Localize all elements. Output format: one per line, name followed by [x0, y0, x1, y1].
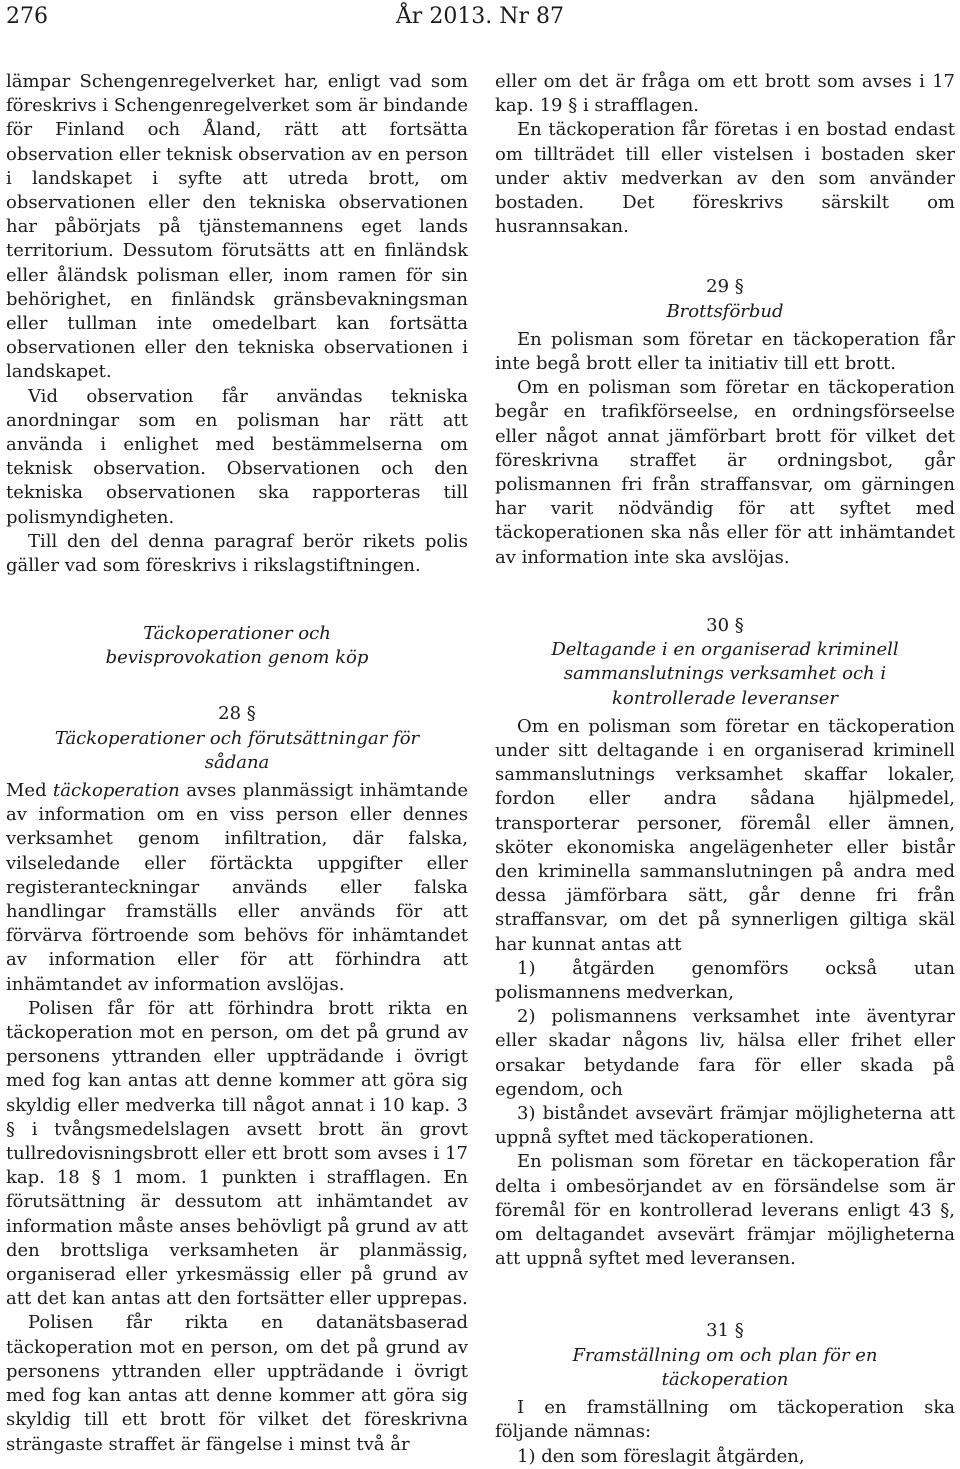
section-title: Framställning om och plan för en täckoperation	[572, 1344, 878, 1390]
list-item: 2) polismannens verksamhet inte äventyrar eller skadar någons liv, hälsa eller frihet eller orsakar betydande fara för eller skada på egendom, och	[495, 1006, 955, 1100]
paragraph: Polisen får för att förhindra brott rikta en täckoperation mot en person, om det på grund av personens yttranden eller uppträdande i övrigt med fog kan antas att denne kommer att göra sig skyldig eller medverka till något annat i 10 kap. 3 § i tvångsmedelslagen avsett brott än grovt tullredovisningsbrott eller ett brott som avses i 17 kap. 18 § 1 mom. 1 punkten i strafflagen. En förutsättning är dessutom att inhämtandet av information måste anses behövligt på grund av att den brottsliga verksamheten är planmässig, organiserad eller yrkesmässig eller på grund av att det kan antas att den fortsätter eller upprepas.	[6, 997, 468, 1310]
paragraph: 1) den som föreslagit åtgärden,	[517, 1445, 805, 1467]
section-number: 30 §	[706, 615, 744, 636]
paragraph: En täckoperation får företas i en bostad endast om tillträdet till eller vistelsen i bostaden sker under aktiv medverkan av den som använder bostaden. Det föreskrivs särskilt om husrannsakan.	[495, 119, 955, 238]
paragraph: lämpar Schengenregelverket har, enligt vad som föreskrivs i Schengenregelverket som är bindande för Finland och Åland, rätt att fortsätta observation eller teknisk observation av en person i landskapet i syfte att utreda brott, om observationen eller den tekniska observationen har påbörjats på tjänstemannens eget lands territorium. Dessutom förutsätts att en finländsk eller åländsk polisman eller, inom ramen för sin behörighet, en finländsk gränsbevakningsman eller tullman inte omedelbart kan fortsätta observationen eller den tekniska observationen i landskapet.	[6, 71, 468, 383]
top-left-column	[6, 70, 468, 578]
text-run: Med	[6, 780, 54, 802]
page-number: 276	[6, 4, 48, 29]
paragraph: En polisman som företar en täckoperation får inte begå brott eller ta initiativ till ett brott.	[495, 328, 955, 375]
section-number: 29 §	[706, 276, 744, 298]
list-item: 1) åtgärden genomförs också utan polismannens medverkan,	[495, 957, 955, 1004]
paragraph: Polisen får rikta en datanätsbaserad täckoperation mot en person, om det på grund av personens yttranden eller uppträdande i övrigt med fog kan antas att denne kommer att göra sig skyldig till ett brott för vilket det föreskrivna strängaste straffet är fängelse i minst två år	[6, 1312, 468, 1455]
section-31-heading	[495, 1319, 955, 1392]
page-header	[6, 4, 954, 40]
section-number: 28 §	[218, 703, 256, 725]
text-run: avses planmässigt inhämtande av information om en viss person eller dennes verksamhet genom infiltration, där falska, vilseledande eller förtäckta uppgifter eller registeranteckningar används eller falska handlingar framställs eller används för att förvärva förtroende som behövs för inhämtandet av information eller för att förhindra att inhämtandet av information avslöjas.	[6, 780, 468, 995]
section-number: 31 §	[706, 1320, 744, 1342]
section-30-heading	[495, 614, 955, 711]
condition-list	[495, 957, 955, 1151]
section-29-heading	[495, 275, 955, 323]
paragraph: Om en polisman som företar en täckoperation begår en trafikförseelse, en ordningsförseelse eller något annat jämförbart brott för vilket det föreskrivna straffet är ordningsbot, går polismannen fri från straffansvar, om gärningen har varit nödvändig för att syftet med täckoperationen ska nås eller för att inhämtandet av information inte ska avslöjas.	[495, 377, 955, 568]
section-title: Täckoperationer och förutsättningar för sådana	[54, 727, 420, 773]
section-28-heading	[6, 702, 468, 775]
paragraph: eller om det är fråga om ett brott som avses i 17 kap. 19 § i strafflagen.	[495, 71, 955, 117]
section-title: Brottsförbud	[666, 300, 784, 322]
paragraph: Till den del denna paragraf berör rikets polis gäller vad som föreskrivs i rikslagstiftningen.	[6, 530, 468, 577]
bottom-left-column	[6, 622, 468, 1457]
paragraph: Vid observation får användas tekniska anordningar som en polisman har rätt att använda i enlighet med bestämmelserna om teknisk observation. Observationen och den tekniska observationen ska rapporteras till polismyndigheten.	[6, 385, 468, 528]
paragraph	[6, 779, 468, 997]
list-item: 3) biståndet avsevärt främjar möjligheterna att uppnå syftet med täckoperationen.	[495, 1103, 955, 1149]
chapter-title: Täckoperationer och bevisprovokation genom köp	[105, 623, 369, 669]
bottom-right-column	[495, 614, 955, 1469]
chapter-heading	[6, 622, 468, 670]
top-right-column	[495, 70, 955, 570]
section-title: Deltagande i en organiserad kriminell sammanslutnings verksamhet och i kontrollerade leveranser	[551, 639, 899, 709]
defined-term: täckoperation	[53, 780, 180, 802]
paragraph: Om en polisman som företar en täckoperation under sitt deltagande i en organiserad kriminell sammanslutnings verksamhet skaffar lokaler, fordon eller andra sådana hjälpmedel, transporterar personer, föremål eller ämnen, sköter ekonomiska angelägenheter eller bistår den kriminella sammanslutningen på andra med dessa jämförbara sätt, går denne fri från straffansvar, om det på synnerligen giltiga skäl har kunnat antas att	[495, 715, 955, 955]
issue-label: År 2013. Nr 87	[395, 4, 565, 29]
paragraph: I en framställning om täckoperation ska följande nämnas:	[495, 1397, 955, 1443]
paragraph: En polisman som företar en täckoperation får delta i ombesörjandet av en försändelse som är föremål för en kontrollerad leverans enligt 43 §, om deltagandet avsevärt främjar möjligheterna att uppnå syftet med leveransen.	[495, 1151, 955, 1270]
